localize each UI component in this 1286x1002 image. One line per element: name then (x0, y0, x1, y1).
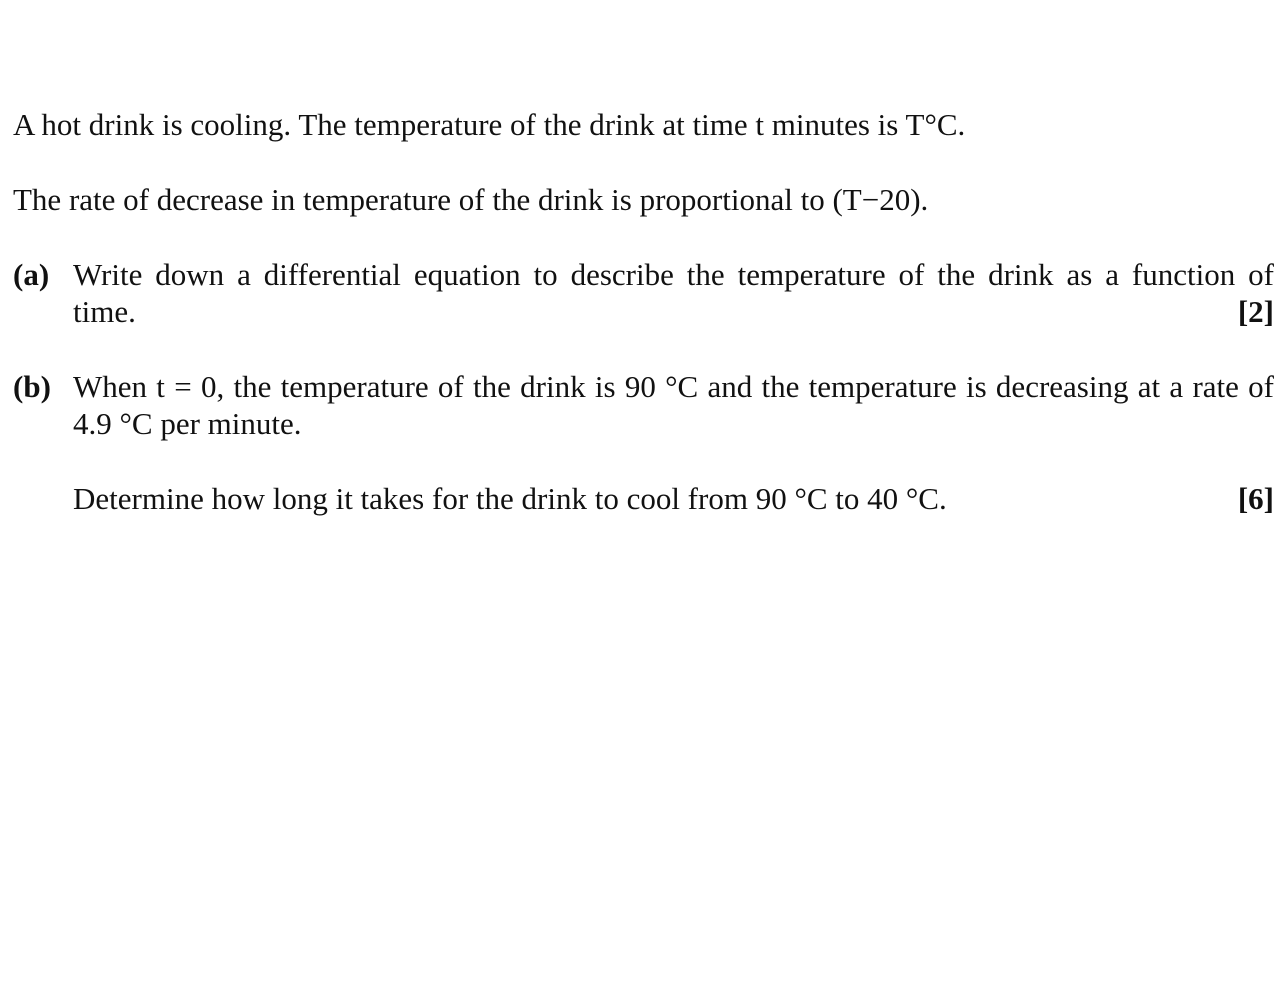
part-b-text (73, 368, 1274, 442)
part-b-marks: [6] (1237, 481, 1274, 516)
part-a-line-2: time. (73, 294, 136, 329)
part-a-marks: [2] (1237, 294, 1274, 329)
intro-sentence-2: The rate of decrease in temperature of the drink is proportional to (T−20). (13, 182, 929, 217)
part-b-line-2: 4.9 °C per minute. (73, 406, 302, 441)
part-b-question: Determine how long it takes for the drink to cool from 90 °C to 40 °C. (73, 481, 947, 516)
intro-sentence-1: A hot drink is cooling. The temperature of the drink at time t minutes is T°C. (13, 107, 966, 142)
part-a-text (73, 256, 1274, 330)
part-b-line-1: When t = 0, the temperature of the drink is 90 °C and the temperature is decreasing at a rate of (73, 369, 1274, 404)
part-a-label: (a) (13, 257, 50, 292)
part-a-line-1: Write down a differential equation to describe the temperature of the drink as a function of (73, 257, 1274, 292)
part-b-label: (b) (13, 369, 51, 404)
